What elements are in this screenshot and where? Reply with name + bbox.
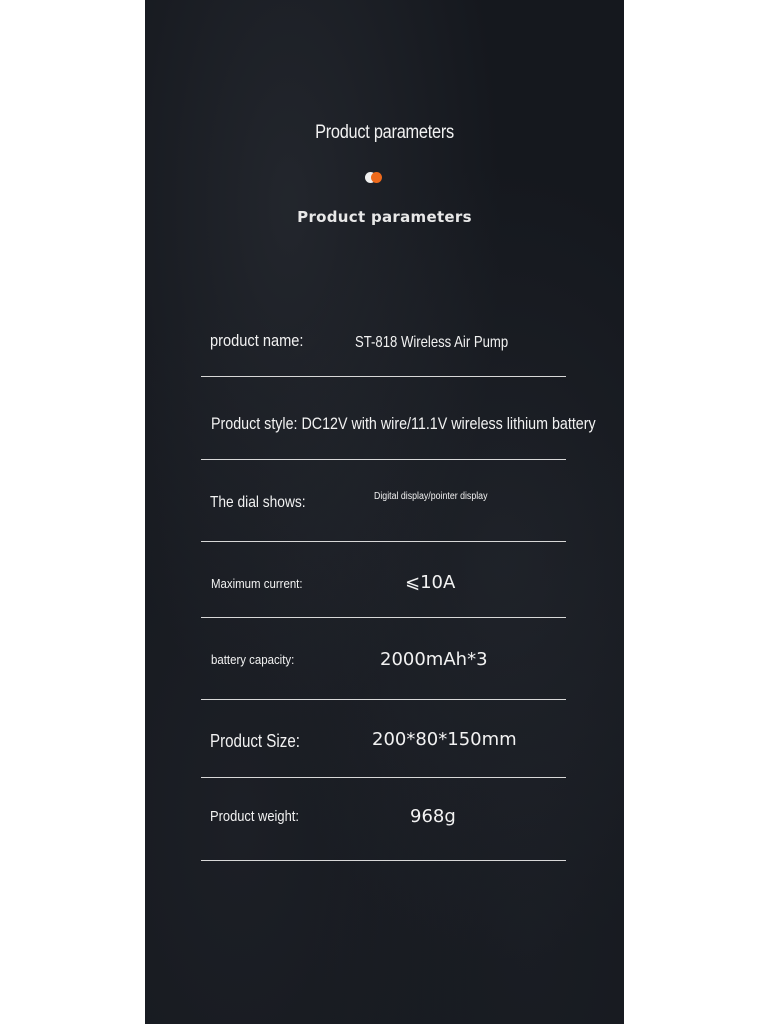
section-subtitle: Product parameters (297, 208, 472, 226)
param-value-dial-shows: Digital display/pointer display (374, 491, 488, 502)
param-label-product-weight: Product weight: (210, 808, 299, 825)
product-parameters-panel (145, 0, 624, 1024)
param-value-product-name: ST-818 Wireless Air Pump (355, 334, 509, 351)
param-label-max-current: Maximum current: (211, 576, 303, 591)
param-label-product-style: Product style: DC12V with wire/11.1V wireless lithium battery (211, 414, 596, 433)
divider (201, 860, 566, 861)
divider (201, 459, 566, 460)
page-title: Product parameters (315, 122, 454, 143)
param-label-battery-capacity: battery capacity: (211, 652, 295, 667)
param-value-battery-capacity: 2000mAh*3 (380, 649, 488, 670)
divider (201, 541, 566, 542)
param-label-product-size: Product Size: (210, 731, 300, 751)
dot-accent (371, 172, 382, 183)
param-label-dial-shows: The dial shows: (210, 494, 306, 511)
param-value-max-current: ⩽10A (405, 572, 456, 593)
decorative-dots-icon (365, 172, 385, 184)
param-label-product-name: product name: (210, 331, 304, 350)
divider (201, 617, 566, 618)
divider (201, 376, 566, 377)
param-value-product-size: 200*80*150mm (372, 729, 517, 750)
divider (201, 777, 566, 778)
param-value-product-weight: 968g (410, 806, 456, 827)
divider (201, 699, 566, 700)
